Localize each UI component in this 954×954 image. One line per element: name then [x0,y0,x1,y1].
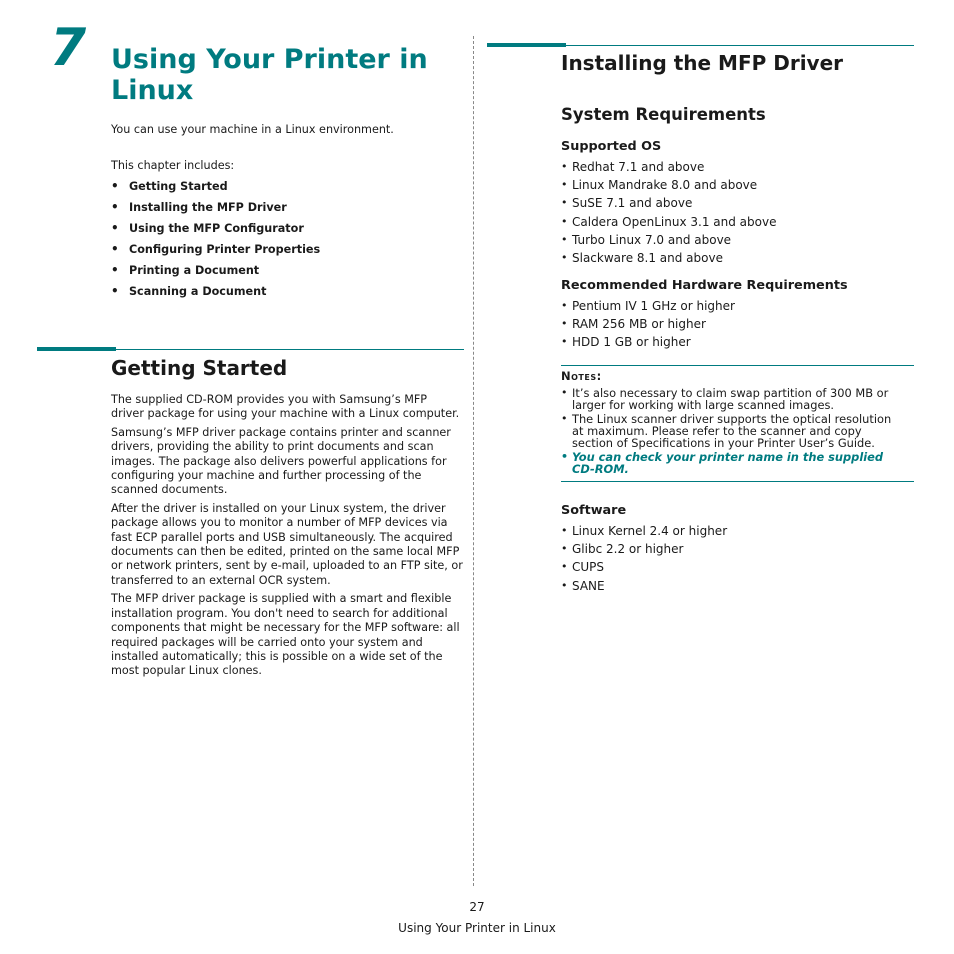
section-rule [566,45,914,46]
supported-os-heading: Supported OS [561,139,662,154]
notes-heading-colon: : [596,369,602,383]
paragraph: After the driver is installed on your Linux system, the driver package allows you to monitor a number of MFP devices via fast ECP parallel ports and USB simultaneously. The acquired documents can then be edited, printed on the same local MFP or network printers, sent by e-mail, uploaded to an FTP site, or transferred to an external OCR system. [111,501,463,587]
list-item: • RAM 256 MB or higher [561,317,911,335]
getting-started-heading: Getting Started [111,356,288,380]
software-heading: Software [561,503,627,518]
running-title: Using Your Printer in Linux [398,921,556,935]
list-item: • Linux Mandrake 8.0 and above [561,178,911,196]
list-item: • SuSE 7.1 and above [561,196,911,214]
chapter-intro: You can use your machine in a Linux environment. [111,123,394,136]
list-item: • Slackware 8.1 and above [561,251,911,269]
list-item: • Pentium IV 1 GHz or higher [561,299,911,317]
page-number: 27 [469,900,485,914]
paragraph: The supplied CD-ROM provides you with Samsung’s MFP driver package for using your machine with a Linux computer. [111,393,460,421]
column-divider [473,36,474,886]
notes-rule-top [561,365,914,366]
list-item: • CUPS [561,560,911,578]
note-item: • It’s also necessary to claim swap partition of 300 MB or larger for working with large scanned images. [561,387,906,411]
contents-item[interactable]: • Installing the MFP Driver [111,201,461,222]
contents-item[interactable]: • Getting Started [111,180,461,201]
contents-item[interactable]: • Configuring Printer Properties [111,243,461,264]
chapter-number: 7 [50,18,87,78]
contents-item[interactable]: • Scanning a Document [111,285,461,306]
notes-list [561,387,906,477]
section-rule-accent [487,43,566,47]
includes-label: This chapter includes: [111,159,235,172]
contents-item[interactable]: • Printing a Document [111,264,461,285]
notes-heading-text: Notes [561,369,597,383]
section-rule [116,349,464,350]
installing-heading: Installing the MFP Driver [561,51,844,75]
software-list [561,524,911,597]
hardware-heading: Recommended Hardware Requirements [561,278,848,293]
note-item-highlight: • You can check your printer name in the supplied CD-ROM. [561,451,906,475]
getting-started-body [111,393,463,679]
list-item: • Turbo Linux 7.0 and above [561,233,911,251]
chapter-title: Using Your Printer in Linux [111,44,428,106]
notes-heading [561,369,602,383]
section-rule-accent [37,347,116,351]
system-requirements-heading: System Requirements [561,105,766,124]
hardware-list [561,299,911,354]
list-item: • Redhat 7.1 and above [561,160,911,178]
paragraph: The MFP driver package is supplied with a smart and flexible installation program. You don't need to search for additional components that might be necessary for the MFP software: all required packages will be carried onto your system and installed automatically; this is possible on a wide set of the most popular Linux clones. [111,592,460,678]
list-item: • Glibc 2.2 or higher [561,542,911,560]
list-item: • HDD 1 GB or higher [561,335,911,353]
list-item: • Caldera OpenLinux 3.1 and above [561,215,911,233]
notes-rule-bottom [561,481,914,482]
supported-os-list [561,160,911,269]
list-item: • SANE [561,579,911,597]
chapter-contents-list [111,180,461,306]
paragraph: Samsung’s MFP driver package contains printer and scanner drivers, providing the ability to print documents and scan images. The package also delivers powerful applications for configuring your machine and further processing of the scanned documents. [111,425,451,497]
list-item: • Linux Kernel 2.4 or higher [561,524,911,542]
contents-item[interactable]: • Using the MFP Configurator [111,222,461,243]
note-item: • The Linux scanner driver supports the optical resolution at maximum. Please refer to the scanner and copy section of Specifications in your Printer User’s Guide. [561,413,906,449]
